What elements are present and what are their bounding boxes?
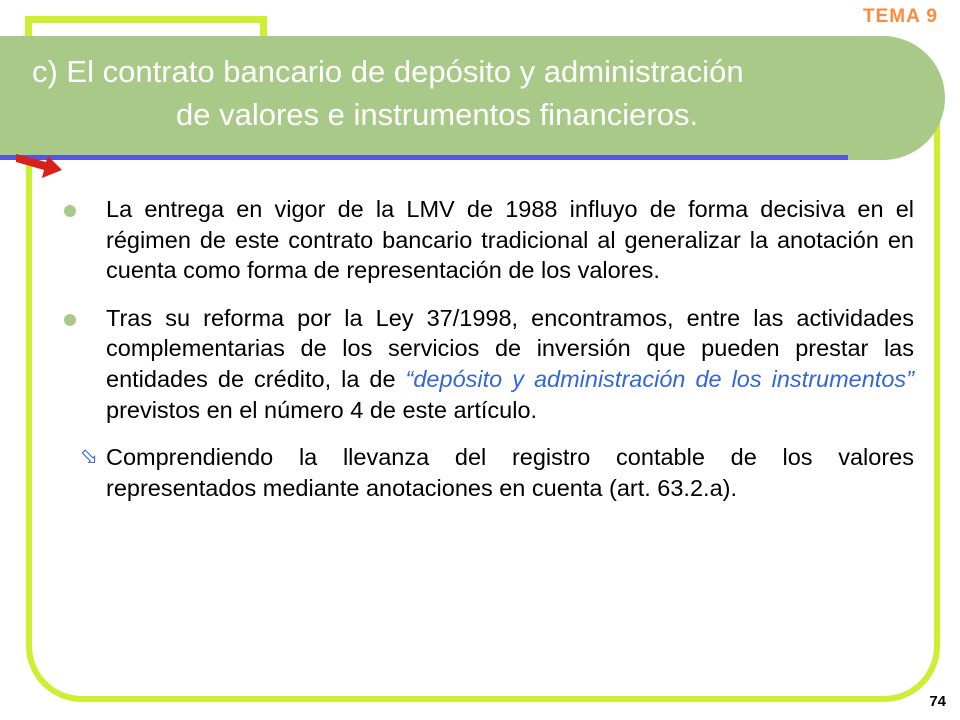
page-number: 74 [929, 693, 946, 710]
bullet-item [58, 194, 914, 286]
red-arrow-icon [16, 150, 64, 180]
bullet-text-before: Tras su reforma por la Ley 37/1998, encontramos, entre las actividades complementarias de los servicios de inversión que pueden prestar las entidades de crédito, la de [106, 304, 914, 392]
bullet-text: La entrega en vigor de la LMV de 1988 influyo de forma decisiva en el régimen de este contrato bancario tradicional al generalizar la anotación en cuenta como forma de representación de los valores. [106, 196, 914, 284]
slide-title-line-1: c) El contrato bancario de depósito y administración [32, 54, 744, 89]
slide-title [26, 50, 906, 136]
bullet-item [58, 303, 914, 425]
slide-content [58, 194, 914, 503]
sub-point-text: Comprendiendo la llevanza del registro contable de los valores representados mediante anotaciones en cuenta (art. 63.2.a). [106, 444, 914, 501]
bullet-dot-icon [64, 314, 76, 326]
title-underline [0, 155, 848, 160]
bullet-text-after: previstos en el número 4 de este artículo. [106, 396, 538, 423]
bullet-dot-icon [64, 205, 76, 217]
bullet-quote: “depósito y administración de los instrumentos” [405, 365, 914, 392]
arrow-outline-icon: ⇨ [74, 441, 106, 473]
slide-title-line-2: de valores e instrumentos financieros. [176, 97, 699, 132]
sub-point [58, 442, 914, 503]
topic-label: TEMA 9 [863, 6, 938, 27]
